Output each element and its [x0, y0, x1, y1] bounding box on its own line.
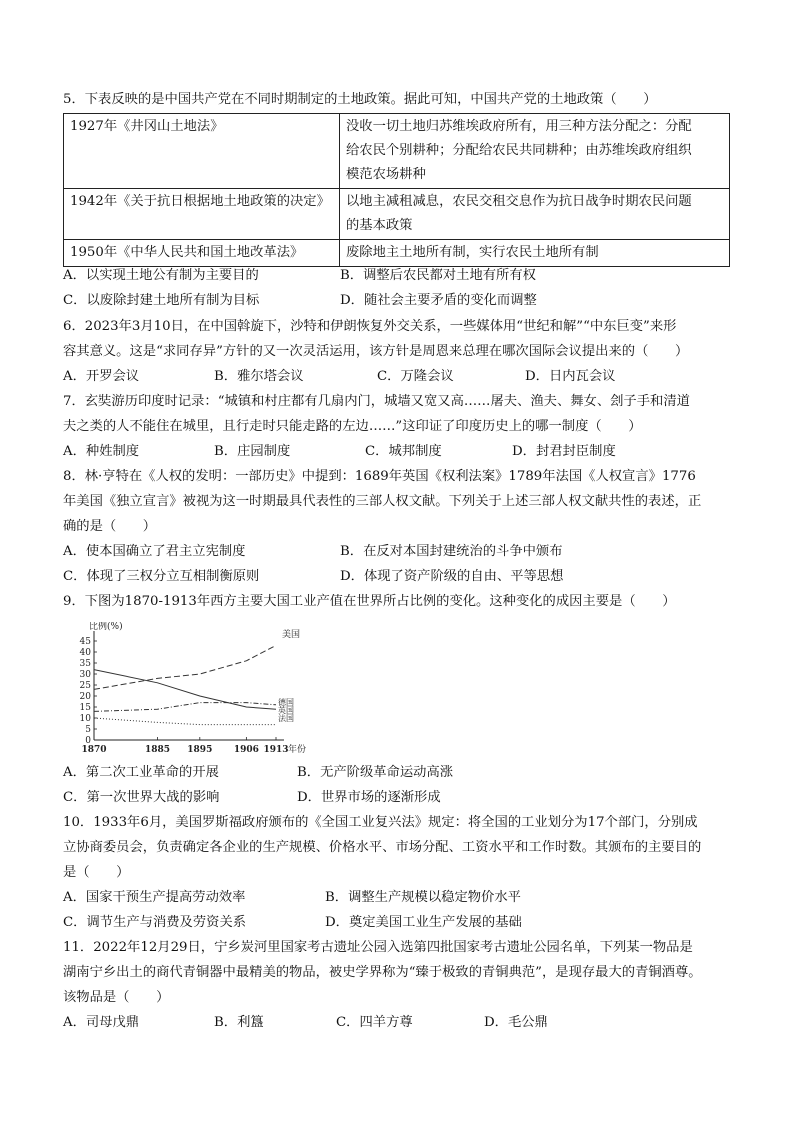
y-tick-label: 15 [79, 703, 91, 713]
q9-option-c[interactable]: C．第一次世界大战的影响 [63, 790, 220, 805]
q10-stem-line-2: 立协商委员会，负责确定各企业的生产规模、价格水平、市场分配、工资水平和工作时数。其颁布的主要目的 [63, 840, 702, 855]
q11-option-d[interactable]: D．毛公鼎 [484, 1015, 548, 1030]
table-cell-line: 的基本政策 [346, 218, 413, 233]
y-tick-label: 45 [79, 637, 91, 647]
q8-stem-line-1: 8．林·亨特在《人权的发明：一部历史》中提到：1689年英国《权利法案》1789年法国《人权宣言》1776 [63, 469, 696, 484]
series-label: 美国 [282, 630, 301, 640]
chart-series [94, 645, 276, 724]
table-row [64, 189, 730, 240]
q7-stem-line-2: 夫之类的人不能住在城里，且行走时只能走路的左边……”这印证了印度历史上的哪一制度（ ） [63, 419, 642, 434]
q8-option-c[interactable]: C．体现了三权分立互相制衡原则 [63, 569, 260, 584]
q7-option-d[interactable]: D．封君封臣制度 [512, 444, 616, 459]
q8-option-d[interactable]: D．体现了资产阶级的自由、平等思想 [340, 569, 564, 584]
x-tick-label: 1870 [81, 745, 107, 755]
y-tick-label: 30 [79, 670, 91, 680]
q10-option-a[interactable]: A．国家干预生产提高劳动效率 [63, 890, 246, 905]
table-row [64, 240, 730, 267]
x-tick-label: 1895 [187, 745, 213, 755]
table-cell-law: 1927年《井冈山土地法》 [64, 114, 340, 189]
series-label: 英国 [278, 705, 294, 715]
x-tick-label: 1906 [233, 745, 259, 755]
q6-stem-line-1: 6．2023年3月10日，在中国斡旋下，沙特和伊朗恢复外交关系，一些媒体用“世纪和解”“中东巨变”来形 [63, 319, 677, 334]
land-policy-table [63, 113, 730, 267]
q11-option-c[interactable]: C．四羊方尊 [336, 1015, 413, 1030]
q11-stem-line-1: 11．2022年12月29日，宁乡炭河里国家考古遗址公园入选第四批国家考古遗址公园名单，下列某一物品是 [63, 940, 693, 955]
y-tick-label: 10 [79, 714, 91, 724]
table-cell-law: 1950年《中华人民共和国土地改革法》 [64, 240, 340, 267]
x-tick-label: 1913 [263, 745, 289, 755]
q5-option-d[interactable]: D．随社会主要矛盾的变化而调整 [340, 293, 537, 308]
x-axis-label: 年份 [288, 745, 307, 755]
x-tick-label: 1885 [144, 745, 171, 755]
q8-option-a[interactable]: A．使本国确立了君主立宪制度 [63, 544, 246, 559]
q11-option-b[interactable]: B．利簋 [214, 1015, 264, 1030]
q11-stem-line-2: 湖南宁乡出土的商代青铜器中最精美的物品，被史学界称为“臻于极致的青铜典范”，是现存最大的青铜酒尊。 [63, 965, 702, 980]
q8-stem-line-2: 年美国《独立宣言》被视为这一时期最具代表性的三部人权文献。下列关于上述三部人权文献共性的表述，正 [63, 494, 702, 509]
q9-option-a[interactable]: A．第二次工业革命的开展 [63, 765, 219, 780]
y-tick-label: 0 [85, 736, 91, 746]
table-cell-line: 没收一切土地归苏维埃政府所有，用三种方法分配之：分配 [346, 119, 692, 134]
q11-stem-line-3: 该物品是（ ） [63, 990, 170, 1005]
series-line-0 [94, 645, 276, 689]
table-cell-line: 给农民个别耕种；分配给农民共同耕种；由苏维埃政府组织 [346, 143, 692, 158]
table-cell-line: 以地主减租减息，农民交租交息作为抗日战争时期农民问题 [346, 194, 692, 209]
table-row [64, 114, 730, 189]
y-tick-label: 35 [79, 659, 91, 669]
q11-option-a[interactable]: A．司母戊鼎 [63, 1015, 140, 1030]
table-cell-line: 模范农场耕种 [346, 167, 426, 182]
q7-option-b[interactable]: B．庄园制度 [214, 444, 291, 459]
q6-stem-line-2: 容其意义。这是“求同存异”方针的又一次灵活运用，该方针是周恩来总理在哪次国际会议提出来的（ ） [63, 344, 689, 359]
q7-option-a[interactable]: A．种姓制度 [63, 444, 140, 459]
y-tick-label: 40 [79, 648, 91, 658]
q6-option-c[interactable]: C．万隆会议 [377, 369, 454, 384]
series-label: 德国 [278, 697, 294, 707]
q7-option-c[interactable]: C．城邦制度 [365, 444, 442, 459]
chart-labels [80, 622, 306, 755]
table-cell-line: 废除地主土地所有制，实行农民土地所有制 [346, 245, 599, 260]
table-cell-law: 1942年《关于抗日根据地土地政策的决定》 [64, 189, 340, 240]
industrial-share-chart [78, 622, 318, 760]
q6-option-d[interactable]: D．日内瓦会议 [525, 369, 616, 384]
q9-option-d[interactable]: D．世界市场的逐渐形成 [297, 790, 441, 805]
q9-stem: 9．下图为1870-1913年西方主要大国工业产值在世界所占比例的变化。这种变化的成因主要是（ ） [63, 594, 676, 609]
q8-option-b[interactable]: B．在反对本国封建统治的斗争中颁布 [340, 544, 563, 559]
q6-option-b[interactable]: B．雅尔塔会议 [214, 369, 304, 384]
y-tick-label: 20 [79, 692, 91, 702]
q5-option-c[interactable]: C．以废除封建土地所有制为目标 [63, 293, 260, 308]
chart-axes [94, 631, 284, 740]
series-line-3 [94, 718, 276, 725]
q7-stem-line-1: 7．玄奘游历印度时记录：“城镇和村庄都有几扇内门，城墙又宽又高……屠夫、渔夫、舞女、刽子手和清道 [63, 394, 690, 409]
q8-stem-line-3: 确的是（ ） [63, 519, 157, 534]
q9-option-b[interactable]: B．无产阶级革命运动高涨 [297, 765, 454, 780]
q5-option-a[interactable]: A．以实现土地公有制为主要目的 [63, 268, 259, 283]
q10-stem-line-1: 10．1933年6月，美国罗斯福政府颁布的《全国工业复兴法》规定：将全国的工业划分为17个部门，分别成 [63, 815, 698, 830]
series-label: 法国 [278, 713, 294, 723]
q10-option-c[interactable]: C．调节生产与消费及劳资关系 [63, 915, 247, 930]
table-cell-content [340, 114, 730, 189]
q6-option-a[interactable]: A．开罗会议 [63, 369, 140, 384]
y-tick-label: 5 [85, 725, 91, 735]
q10-stem-line-3: 是（ ） [63, 865, 130, 880]
y-tick-label: 25 [79, 681, 91, 691]
table-cell-content [340, 240, 730, 267]
y-axis-label: 比例(%) [89, 622, 123, 632]
q5-option-b[interactable]: B．调整后农民都对土地有所有权 [340, 268, 536, 283]
table-cell-content [340, 189, 730, 240]
q5-stem: 5．下表反映的是中国共产党在不同时期制定的土地政策。据此可知，中国共产党的土地政策（ ） [63, 92, 657, 107]
q10-option-b[interactable]: B．调整生产规模以稳定物价水平 [325, 890, 521, 905]
q10-option-d[interactable]: D．奠定美国工业生产发展的基础 [325, 915, 522, 930]
